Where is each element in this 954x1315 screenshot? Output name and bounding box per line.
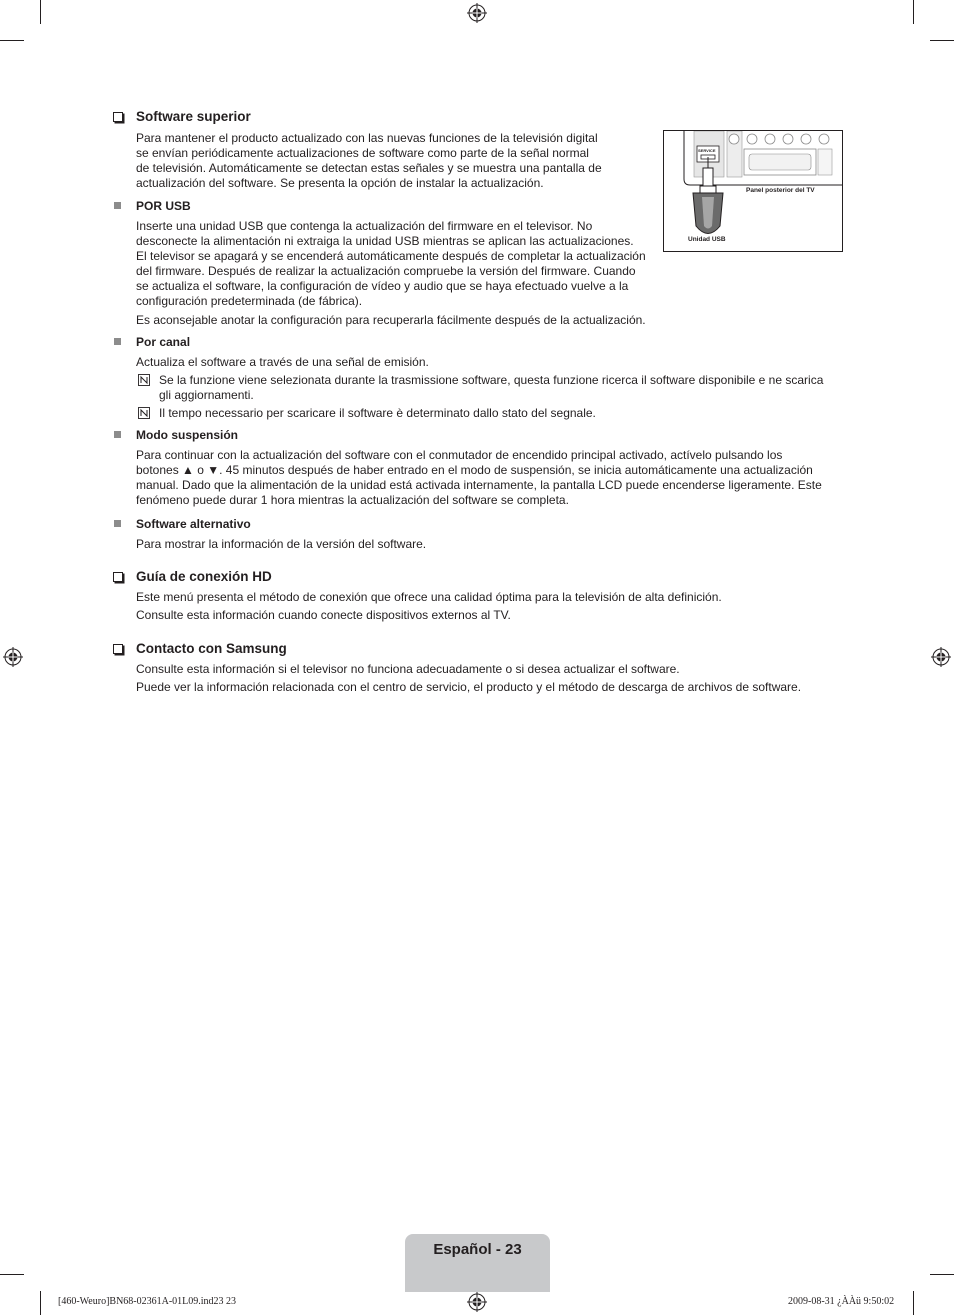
usb-drive-label: Unidad USB	[688, 236, 726, 243]
hd-line: Consulte esta información cuando conecte dispositivos externos al TV.	[136, 608, 511, 622]
software-intro-line: se envían periódicamente actualizaciones de software como parte de la señal normal	[136, 146, 589, 160]
checkbox-bullet-icon	[113, 112, 123, 122]
registration-mark-icon	[3, 647, 23, 667]
channel-text: Actualiza el software a través de una señal de emisión.	[136, 355, 429, 369]
usb-line: desconecte la alimentación ni extraiga la unidad USB mientras se aplican las actualizaciones.	[136, 234, 634, 248]
standby-line: manual. Dado que la alimentación de la unidad está activada internamente, la pantalla LCD puede encenderse ligeramente. Este	[136, 478, 822, 492]
samsung-line: Consulte esta información si el televisor no funciona adecuadamente o si desea actualizar el software.	[136, 662, 680, 676]
registration-mark-icon	[467, 3, 487, 23]
checkbox-bullet-icon	[113, 572, 123, 582]
samsung-line: Puede ver la información relacionada con el centro de servicio, el producto y el método de descarga de archivos de software.	[136, 680, 802, 694]
page-number: Español - 23	[433, 1241, 522, 1258]
registration-mark-icon	[467, 1292, 487, 1312]
section-title-software: Software superior	[136, 109, 251, 124]
section-title-samsung: Contacto con Samsung	[136, 641, 287, 656]
usb-line: El televisor se apagará y se encenderá automáticamente después de completar la actualización	[136, 249, 646, 263]
usb-line: Inserte una unidad USB que contenga la actualización del firmware en el televisor. No	[136, 219, 593, 233]
usb-title: POR USB	[136, 199, 191, 213]
note-icon	[138, 374, 150, 386]
print-info-right: 2009-08-31 ¿ÀÀü 9:50:02	[788, 1296, 895, 1307]
print-info-left: [460-Weuro]BN68-02361A-01L09.ind23 23	[58, 1296, 237, 1307]
crop-mark	[0, 1274, 24, 1275]
square-bullet-icon	[114, 202, 121, 209]
square-bullet-icon	[114, 338, 121, 345]
section-title-hd: Guía de conexión HD	[136, 569, 272, 584]
crop-mark	[913, 1291, 914, 1315]
hd-line: Este menú presenta el método de conexión que ofrece una calidad óptima para la televisión de alta definición.	[136, 590, 722, 604]
checkbox-bullet-icon	[113, 644, 123, 654]
standby-line: botones ▲ o ▼. 45 minutos después de haber entrado en el modo de suspensión, se inicia automáticamente una actualización	[136, 463, 813, 477]
usb-line: configuración predeterminada (de fábrica).	[136, 294, 363, 308]
service-port-label: SERVICE	[698, 148, 716, 153]
note-line: Se la funzione viene selezionata durante la trasmissione software, questa funzione ricerca il software disponibile e ne scarica	[159, 373, 824, 387]
crop-mark	[40, 0, 41, 24]
crop-mark	[40, 1291, 41, 1315]
usb-line: se actualiza el software, la configuración de vídeo y audio que se haya efectuado vuelve a la	[136, 279, 629, 293]
standby-line: Para continuar con la actualización del software con el conmutador de encendido principal activado, actívelo pulsando los	[136, 448, 783, 462]
panel-label: Panel posterior del TV	[746, 187, 815, 194]
square-bullet-icon	[114, 520, 121, 527]
standby-title: Modo suspensión	[136, 428, 238, 442]
tv-usb-figure	[663, 130, 843, 252]
alternative-title: Software alternativo	[136, 517, 251, 531]
software-intro-line: Para mantener el producto actualizado con las nuevas funciones de la televisión digital	[136, 131, 598, 145]
square-bullet-icon	[114, 431, 121, 438]
note-line: gli aggiornamenti.	[159, 388, 254, 402]
crop-mark	[0, 40, 24, 41]
crop-mark	[913, 0, 914, 24]
usb-extra: Es aconsejable anotar la configuración para recuperarla fácilmente después de la actualización.	[136, 313, 646, 327]
channel-title: Por canal	[136, 335, 191, 349]
software-intro-line: actualización del software. Se presenta la opción de instalar la actualización.	[136, 176, 544, 190]
registration-mark-icon	[931, 647, 951, 667]
crop-mark	[930, 40, 954, 41]
crop-mark	[930, 1274, 954, 1275]
software-intro-line: de televisión. Automáticamente se detectan estas señales y se muestra una pantalla de	[136, 161, 602, 175]
note-icon	[138, 407, 150, 419]
alternative-text: Para mostrar la información de la versión del software.	[136, 537, 427, 551]
usb-line: del firmware. Después de realizar la actualización compruebe la versión del firmware. Cuando	[136, 264, 636, 278]
note-line: Il tempo necessario per scaricare il software è determinato dallo stato del segnale.	[159, 406, 596, 420]
standby-line: fenómeno puede durar 1 hora mientras la actualización del software se completa.	[136, 493, 569, 507]
